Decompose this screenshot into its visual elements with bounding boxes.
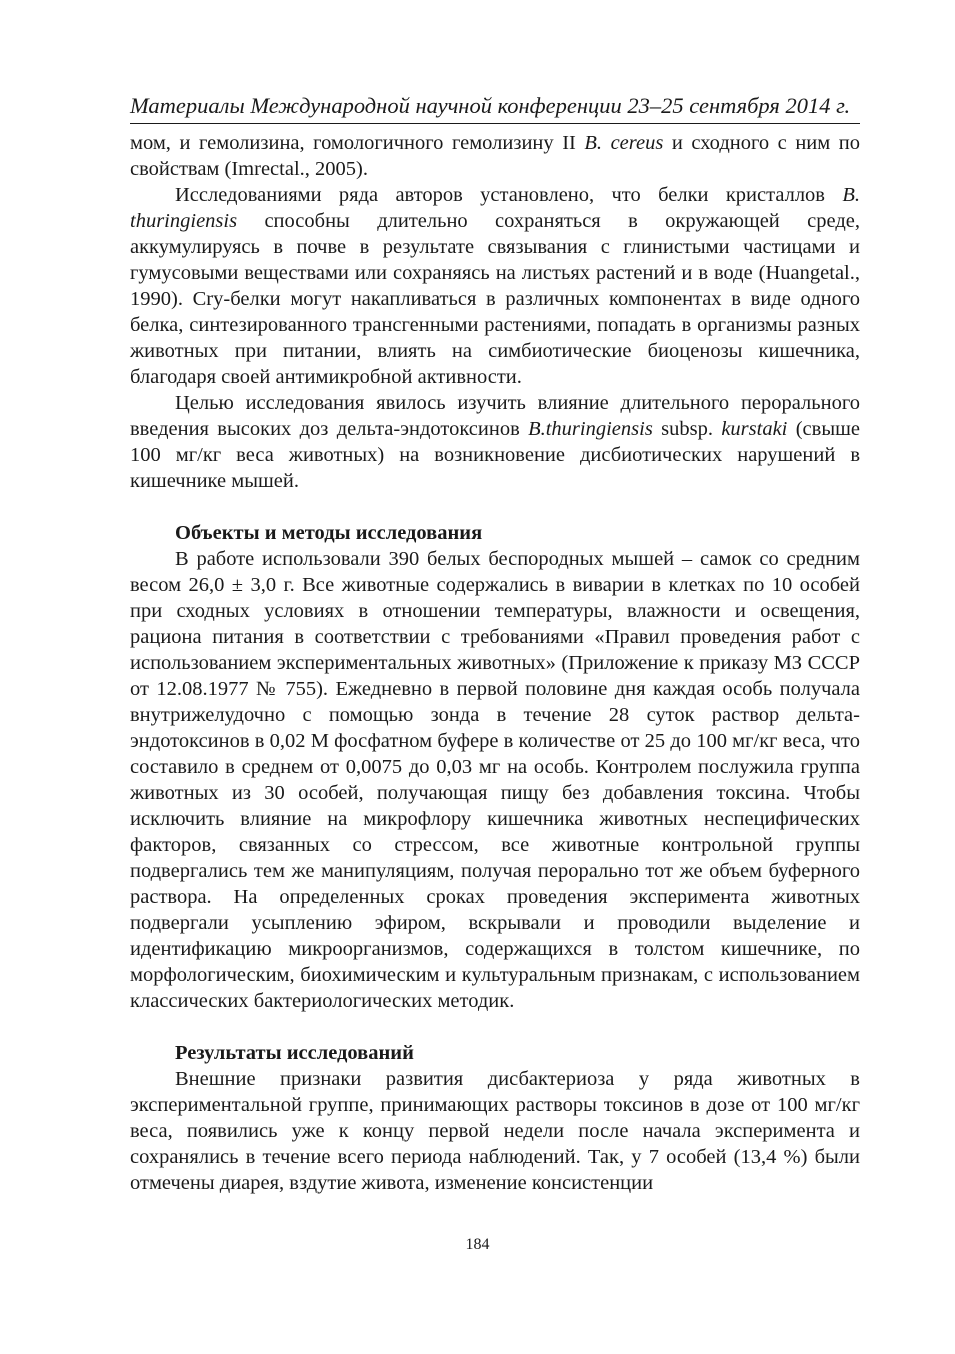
body-text [130,130,860,1196]
paragraph-methods: В работе использовали 390 белых беспородных мышей – самок со средним весом 26,0 ± 3,0 г. Все животные содержались в виварии в клетках по 10 особей при сходных условиях в отношении температуры, влажности и освещения, рациона питания в соответствии с требованиями «Правил проведения работ с использованием экспериментальных животных» (Приложение к приказу МЗ СССР от 12.08.1977 № 755). Ежедневно в первой половине дня каждая особь получала внутрижелудочно с помощью зонда в течение 28 суток раствор дельта-эндотоксинов в 0,02 М фосфатном буфере в количестве от 25 до 100 мг/кг веса, что составило в среднем от 0,0075 до 0,03 мг на особь. Контролем послужила группа животных из 30 особей, получающая пищу без добавления токсина. Чтобы исключить влияние на микрофлору кишечника животных неспецифических факторов, связанных со стрессом, все животные контрольной группы подвергались тем же манипуляциям, получая перорально тот же объем буферного раствора. На определенных сроках проведения эксперимента животных подвергали усыплению эфиром, вскрывали и проводили выделение и идентификацию микроорганизмов, содержащихся в толстом кишечнике, по морфологическим, биохимическим и культуральным признакам, с использованием классических бактериологических методик. [130,548,860,1012]
paragraph-2: Исследованиями ряда авторов установлено, что белки кристаллов B. thuringiensis способны длительно сохраняться в окружающей среде, аккумулируясь в почве в результате связывания с глинистыми частицами и гумусовыми веществами или сохраняясь на листьях растений и в воде (Huangetal., 1990). Cry-белки могут накапливаться в различных компонентах в виде одного белка, синтезированного трансгенными растениями, попадать в организмы разных животных при питании, влиять на симбиотические биоценозы кишечника, благодаря своей антимикробной активности. [130,184,860,388]
running-header: Материалы Международной научной конференции 23–25 сентября 2014 г. [130,93,851,118]
section-heading-methods: Объекты и методы исследования [175,522,483,544]
paragraph-results: Внешние признаки развития дисбактериоза у ряда животных в экспериментальной группе, принимающих растворы токсинов в дозе от 100 мг/кг веса, появились уже к концу первой недели после начала эксперимента и сохранялись в течение всего периода наблюдений. Так, у 7 особей (13,4 %) были отмечены диарея, вздутие живота, изменение консистенции [130,1068,860,1194]
header-rule [130,123,860,124]
paragraph-3: Целью исследования явилось изучить влияние длительного перорального введения высоких доз дельта-эндотоксинов B.thuringiensis subsp. kurstaki (свыше 100 мг/кг веса животных) на возникновение дисбиотических нарушений в кишечнике мышей. [130,392,860,492]
section-heading-results: Результаты исследований [175,1042,414,1064]
paragraph-1: мом, и гемолизина, гомологичного гемолизину II B. cereus и сходного с ним по свойствам (Imrectal., 2005). [130,132,860,180]
page-number: 184 [465,1236,490,1253]
